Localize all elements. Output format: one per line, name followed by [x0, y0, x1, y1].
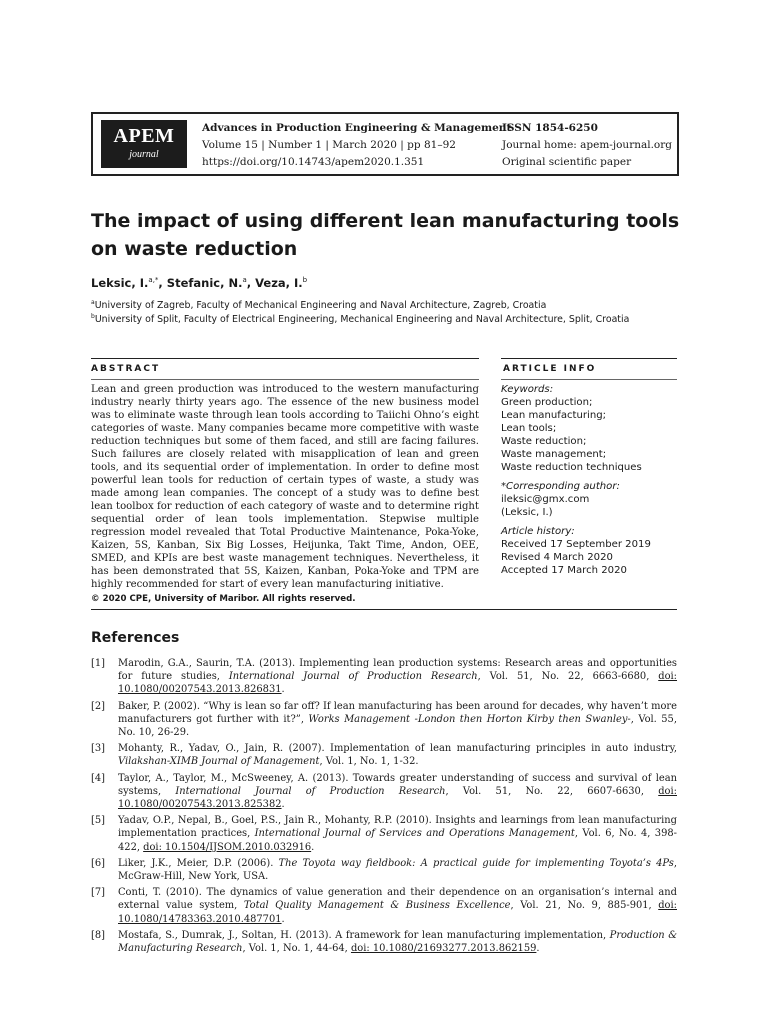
reference-item: [91, 772, 677, 812]
ref-doi-link[interactable]: doi: 10.1080/00207543.2013.825382: [118, 785, 677, 811]
ref-number: [2]: [91, 700, 105, 712]
journal-header: [91, 112, 679, 176]
volume-line: Volume 15 | Number 1 | March 2020 | pp 81–92: [202, 139, 456, 151]
paper-type: Original scientific paper: [502, 156, 632, 168]
ref-journal: Works Management -London then Horton Kirby then Swanley-: [308, 713, 631, 725]
ref-end: .: [311, 841, 315, 853]
ref-details: , Vol. 55, No. 10, 26-29.: [118, 713, 677, 739]
logo-sub-text: journal: [129, 149, 159, 160]
apem-logo: [101, 120, 187, 168]
keyword: Lean manufacturing;: [501, 410, 607, 421]
reference-item: [91, 657, 677, 697]
keyword: Waste management;: [501, 449, 607, 460]
keyword: Waste reduction;: [501, 436, 587, 447]
keywords-block: [501, 383, 681, 474]
ref-end: .: [536, 943, 540, 955]
history-block: [501, 525, 681, 577]
ref-details: , McGraw-Hill, New York, USA.: [118, 857, 677, 883]
journal-home[interactable]: Journal home: apem-journal.org: [502, 139, 672, 151]
references-heading: References: [91, 630, 180, 646]
keyword: Waste reduction techniques: [501, 462, 642, 473]
corresponding-name: (Leksic, I.): [501, 507, 553, 518]
abstract-heading: ABSTRACT: [91, 364, 161, 374]
author-separator: ,: [246, 276, 256, 290]
history-label: Article history:: [501, 526, 575, 537]
affiliation: [91, 313, 629, 325]
abstract-text: Lean and green production was introduced to the western manufacturing industry nearly thirty years ago. The essence of the new business model was to eliminate waste through lean tools according to Taiichi Ohno’s eight categories of waste. Many companies became more competitive with waste reduction techniques but some of them faced, and still are facing failures. Such failures are closely related with misapplication of lean and green tools, and its sequential order of implementation. In order to define most powerful lean tools for reduction of certain types of waste, a study was made among lean companies. The concept of a study was to define best lean toolbox for reduction of each category of waste and to determine right sequential order of lean tools implementation. Stepwise multiple regression model revealed that Total Productive Maintenance, Poka-Yoke, Kaizen, 5S, Kanban, Six Big Losses, Heijunka, Takt Time, Andon, OEE, SMED, and KPIs are best waste management techniques. Nevertheless, it has been demonstrated that 5S, Kaizen, Kanban, Poka-Yoke and TPM are highly recommended for start of every lean manufacturing initiative.: [91, 384, 479, 590]
ref-end: .: [281, 684, 285, 696]
ref-journal: The Toyota way fieldbook: A practical guide for implementing Toyota’s 4Ps: [278, 857, 674, 869]
keywords-label: Keywords:: [501, 384, 554, 395]
ref-details: , Vol. 21, No. 9, 885-901,: [510, 900, 659, 912]
ref-number: [1]: [91, 658, 105, 669]
info-top-rule: [501, 358, 677, 359]
ref-text: Mohanty, R., Yadav, O., Jain, R. (2007). Implementation of lean manufacturing principles in auto industry,: [118, 743, 677, 755]
ref-end: .: [281, 799, 285, 811]
doi-link[interactable]: https://doi.org/10.14743/apem2020.1.351: [202, 156, 425, 168]
author-affil-sup: a: [242, 276, 247, 285]
affil-sup: a: [91, 299, 95, 306]
journal-name: Advances in Production Engineering & Management: [202, 122, 512, 134]
ref-doi-link[interactable]: doi: 10.1080/21693277.2013.862159: [350, 943, 537, 955]
reference-list: [91, 657, 677, 958]
ref-number: [7]: [91, 887, 105, 899]
affil-sup: b: [91, 313, 95, 320]
author-affil-sup: a,*: [148, 276, 159, 285]
reference-item: [91, 700, 677, 740]
ref-details: , Vol. 6, No. 4, 398-422,: [118, 828, 677, 853]
corresponding-block: [501, 480, 681, 519]
accepted-date: Accepted 17 March 2020: [501, 565, 627, 576]
reference-item: [91, 929, 677, 955]
ref-text: Conti, T. (2010). The dynamics of value generation and their dependence on an organisation’s internal and external value system,: [118, 887, 677, 912]
logo-main-text: APEM: [113, 125, 175, 147]
info-head-rule: [501, 379, 677, 380]
ref-end: .: [281, 913, 285, 925]
ref-details: , Vol. 51, No. 22, 6663-6680,: [477, 671, 659, 683]
ref-details: , Vol. 1, No. 1, 1-32.: [319, 756, 419, 768]
author-affil-sup: b: [302, 276, 308, 285]
ref-doi-link[interactable]: doi: 10.1080/14783363.2010.487701: [118, 900, 677, 925]
ref-details: , Vol. 51, No. 22, 6607-6630,: [445, 785, 659, 797]
reference-item: [91, 857, 677, 883]
affil-text: University of Zagreb, Faculty of Mechanical Engineering and Naval Architecture, Zagreb, Croatia: [94, 300, 547, 312]
ref-doi-link[interactable]: doi: 10.1080/00207543.2013.826831: [118, 671, 678, 696]
ref-text: Taylor, A., Taylor, M., McSweeney, A. (2013). Towards greater understanding of success and survival of lean systems,: [118, 772, 677, 797]
ref-journal: International Journal of Production Research: [228, 671, 478, 683]
ref-text: Yadav, O.P., Nepal, B., Goel, P.S., Jain R., Mohanty, R.P. (2010). Insights and learnings from lean manufacturing implementation practices,: [118, 815, 677, 840]
ref-number: [8]: [91, 929, 105, 941]
received-date: Received 17 September 2019: [501, 539, 651, 550]
journal-info-right: [502, 120, 672, 171]
author-separator: ,: [158, 276, 167, 290]
ref-journal: Vilakshan-XIMB Journal of Management: [118, 756, 320, 768]
ref-journal: Production & Manufacturing Research: [118, 929, 677, 955]
ref-journal: International Journal of Production Research: [175, 785, 446, 797]
author-name: Veza, I.: [255, 276, 303, 290]
paper-title: The impact of using different lean manufacturing tools on waste reduction: [91, 210, 680, 260]
issn: ISSN 1854-6250: [502, 122, 598, 134]
author-name: Stefanic, N.: [166, 276, 243, 290]
reference-item: [91, 742, 677, 768]
journal-info-left: [202, 120, 511, 171]
revised-date: Revised 4 March 2020: [501, 552, 613, 563]
ref-text: Baker, P. (2002). “Why is lean so far off? If lean manufacturing has been around for decades, why haven’t more manufacturers got further with it?”,: [118, 700, 677, 725]
article-info-heading: ARTICLE INFO: [503, 364, 597, 374]
abstract-bottom-rule: [91, 609, 677, 610]
ref-doi-link[interactable]: doi: 10.1504/IJSOM.2010.032916: [143, 841, 312, 853]
ref-text: Mostafa, S., Dumrak, J., Soltan, H. (2013). A framework for lean manufacturing implementation,: [118, 929, 610, 941]
author-name: Leksic, I.: [91, 276, 149, 290]
ref-number: [6]: [91, 857, 105, 869]
ref-text: Liker, J.K., Meier, D.P. (2006).: [118, 857, 279, 869]
ref-details: , Vol. 1, No. 1, 44-64,: [242, 943, 351, 955]
author-list: [91, 276, 307, 290]
ref-text: Marodin, G.A., Saurin, T.A. (2013). Implementing lean production systems: Research areas and opportunities for future studies,: [118, 658, 677, 683]
article-info: [501, 383, 681, 583]
ref-number: [3]: [91, 743, 105, 755]
corresponding-email[interactable]: ileksic@gmx.com: [501, 494, 590, 505]
corresponding-label: *Corresponding author:: [501, 481, 620, 492]
ref-journal: International Journal of Services and Operations Management: [254, 828, 575, 840]
reference-item: [91, 886, 677, 926]
ref-number: [4]: [91, 772, 105, 784]
keyword: Green production;: [501, 397, 593, 408]
affil-text: University of Split, Faculty of Electrical Engineering, Mechanical Engineering and Naval Architecture, Split, Croatia: [94, 314, 630, 326]
reference-item: [91, 814, 677, 854]
keyword: Lean tools;: [501, 423, 557, 434]
abstract-head-rule: [91, 379, 479, 380]
ref-number: [5]: [91, 815, 105, 827]
ref-journal: Total Quality Management & Business Excellence: [243, 900, 511, 912]
copyright-notice: © 2020 CPE, University of Maribor. All rights reserved.: [91, 594, 356, 604]
abstract-top-rule: [91, 358, 479, 359]
affiliation: [91, 299, 546, 311]
